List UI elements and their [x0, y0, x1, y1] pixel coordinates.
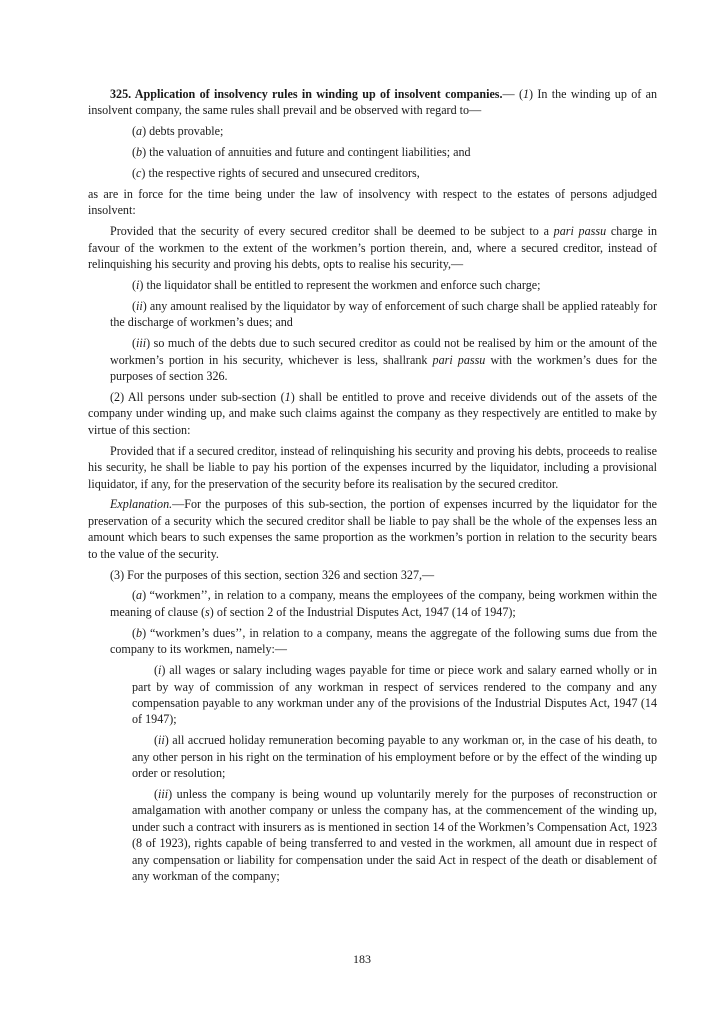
- definition-b: (b) “workmen’s dues’’, in relation to a company, means the aggregate of the following sums due from the company to its workmen, namely:—: [110, 625, 657, 657]
- explanation-label: Explanation.: [110, 497, 173, 512]
- sub-section-3: (3) For the purposes of this section, section 326 and section 327,—: [110, 567, 435, 582]
- sub-section-2: (2) All persons under sub-section (1) shall be entitled to prove and receive dividends out of the assets of the company under winding up, and make such claims against the company as they respectively are entitled to make by virtue of this section:: [88, 390, 657, 437]
- proviso-2: Provided that if a secured creditor, instead of relinquishing his security and proving his debts, proceeds to realise his security, he shall be liable to pay his portion of the expenses incurred by the liquidator, including a provisional liquidator, if any, for the preservation of the security before its realisation by the secured creditor.: [88, 443, 657, 491]
- page-number: 183: [353, 952, 371, 966]
- after-items-text: as are in force for the time being under the law of insolvency with respect to the estates of persons adjudged insolvent:: [88, 187, 657, 218]
- dues-item-iii: (iii) unless the company is being wound up voluntarily merely for the purposes of reconstruction or amalgamation with another company or unless the company has, at the commencement of the winding up, under such a contract with insurers as is mentioned in section 14 of the Workmen’s Compensation Act, 1923 (8 of 1923), rights capable of being transferred to and vested in the workmen, all amount due in respect of any compensation or liability for compensation under the said Act in respect of the death or disablement of any workman of the company;: [132, 786, 657, 883]
- dues-item-ii: (ii) all accrued holiday remuneration becoming payable to any workman or, in the case of his death, to any other person in his right on the termination of his employment before or by the effect of the winding up order or resolution;: [132, 733, 657, 781]
- item-c: (c) the respective rights of secured and unsecured creditors,: [132, 166, 420, 181]
- section-heading-paragraph: 325. Application of insolvency rules in winding up of insolvent companies.— (1) In the winding up of an insolvent company, the same rules shall prevail and be observed with regard to—: [88, 87, 657, 118]
- definition-a: (a) “workmen’’, in relation to a company, means the employees of the company, being workmen within the meaning of clause (s) of section 2 of the Industrial Disputes Act, 1947 (14 of 1947);: [110, 588, 657, 619]
- roman-item-ii: (ii) any amount realised by the liquidator by way of enforcement of such charge shall be applied rateably for the discharge of workmen’s dues; and: [110, 298, 657, 330]
- section-heading: 325. Application of insolvency rules in winding up of insolvent companies.: [110, 87, 503, 101]
- dues-item-i: (i) all wages or salary including wages payable for time or piece work and salary earned wholly or in part by way of commission of any workman in respect of services rendered to the company and any compensation payable to any workman under any of the provisions of the Industrial Disputes Act, 1947 (14 of 1947);: [132, 663, 657, 727]
- item-a: (a) debts provable;: [132, 124, 224, 139]
- proviso-1: Provided that the security of every secured creditor shall be deemed to be subject to a pari passu charge in favour of the workmen to the extent of the workmen’s portion therein, and, where a secured creditor, instead of relinquishing his security and proving his debts, opts to realise his security,—: [88, 224, 657, 272]
- roman-item-iii: (iii) so much of the debts due to such secured creditor as could not be realised by him or the amount of the workmen’s portion in his security, whichever is less, shallrank pari passu with the workmen’s dues for the purposes of section 326.: [110, 336, 657, 384]
- explanation: Explanation.—For the purposes of this sub-section, the portion of expenses incurred by the liquidator for the preservation of a security which the secured creditor shall be liable to pay shall be the whole of the expenses less an amount which bears to such expenses the same proportion as the workmen’s portion in relation to the security bears to the value of the security.: [88, 497, 657, 561]
- item-b: (b) the valuation of annuities and future and contingent liabilities; and: [132, 145, 471, 160]
- intro-text: In the winding up of an insolvent company, the same rules shall prevail and be observed with regard to—: [88, 87, 657, 118]
- section-325-body: [88, 86, 657, 889]
- sub-section-1-ref: 1: [522, 87, 530, 101]
- roman-item-i: (i) the liquidator shall be entitled to represent the workmen and enforce such charge;: [132, 278, 541, 293]
